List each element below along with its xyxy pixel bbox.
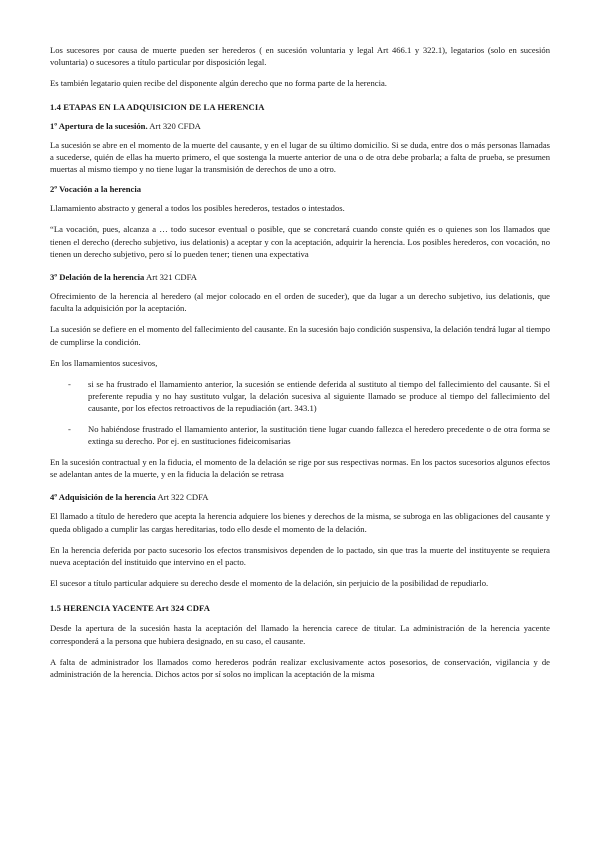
delacion-list [50, 378, 550, 447]
subheading-delacion-ref: Art 321 CDFA [144, 272, 197, 283]
adquisicion-paragraph-3: El sucesor a título particular adquiere su derecho desde el momento de la delación, sin perjuicio de la posibilidad de repudiarlo. [50, 578, 489, 589]
apertura-paragraph: La sucesión se abre en el momento de la muerte del causante, y en el lugar de su último domicilio. Si se duda, entre dos o más personas llamadas a sucederse, quién de ellas ha muerto primero, el que sostenga la muerte anterior de una o de otra debe probarla; a falta de prueba, se presumen muertas al mismo tiempo y no tiene lugar la transmisión de derechos de uno a otro. [50, 139, 550, 175]
subheading-vocacion [50, 184, 550, 194]
subheading-apertura-ref: Art 320 CFDA [147, 120, 201, 131]
delacion-paragraph-3: En los llamamientos sucesivos, [50, 357, 158, 368]
subheading-apertura [50, 121, 550, 131]
list-dash: - [68, 379, 71, 390]
subheading-delacion-label: 3º Delación de la herencia [50, 272, 145, 283]
section-heading-etapas: 1.4 ETAPAS EN LA ADQUISICION DE LA HERENCIA [50, 101, 265, 112]
section-heading-herencia-yacente: 1.5 HERENCIA YACENTE Art 324 CDFA [50, 603, 211, 614]
document-page [50, 44, 550, 689]
list-item-text: No habiéndose frustrado el llamamiento anterior, la sustitución tiene lugar cuando fallezca el heredero precedente o de otra forma se extinga su derecho. Por ej. en sustituciones fideicomisarias [88, 423, 550, 446]
vocacion-paragraph-2: “La vocación, pues, alcanza a … todo sucesor eventual o posible, que se concretará cuando conste quién es o quienes son los llamados que tienen el derecho (derecho subjetivo, ius delationis) a aceptar y con la aceptación, adquirir la herencia. Los posibles herederos, con vocación, no tienen un derecho subjetivo, pero sí lo pueden tener; tienen una expectativa [50, 224, 550, 259]
subheading-adquisicion-ref: Art 322 CDFA [155, 492, 209, 503]
adquisicion-paragraph-1: El llamado a título de heredero que acepta la herencia adquiere los bienes y derechos de la misma, se subroga en las obligaciones del causante y queda obligado a cumplir las cargas hereditarias, todo ello desde el momento de la delación. [50, 511, 550, 534]
list-item [50, 423, 550, 447]
vocacion-paragraph-1: Llamamiento abstracto y general a todos los posibles herederos, testados o intestados. [50, 203, 345, 214]
delacion-paragraph-1: Ofrecimiento de la herencia al heredero (al mejor colocado en el orden de suceder), que da lugar a un derecho subjetivo, ius delationis, que faculta la adquisición por la aceptación. [50, 291, 550, 314]
list-item [50, 378, 550, 415]
intro-paragraph-2: Es también legatario quien recibe del disponente algún derecho que no forma parte de la herencia. [50, 78, 387, 89]
subheading-adquisicion-label: 4º Adquisición de la herencia [50, 492, 156, 503]
intro-paragraph-1: Los sucesores por causa de muerte pueden ser herederos ( en sucesión voluntaria y legal Art 466.1 y 322.1), legatarios (solo en sucesión voluntaria) o sucesores a título particular por disposición legal. [50, 45, 550, 68]
subheading-vocacion-label: 2º Vocación a la herencia [50, 184, 142, 195]
adquisicion-paragraph-2: En la herencia deferida por pacto sucesorio los efectos transmisivos dependen de lo pactado, sin que tras la muerte del instituyente se requiera nueva aceptación del instituido que intervino en el pacto. [50, 544, 550, 568]
yacente-paragraph-2: A falta de administrador los llamados como herederos podrán realizar exclusivamente actos posesorios, de conservación, vigilancia y de administración de la herencia. Dichos actos por sí solos no implican la aceptación de la misma [50, 656, 550, 680]
subheading-adquisicion [50, 492, 550, 502]
yacente-paragraph-1: Desde la apertura de la sucesión hasta la aceptación del llamado la herencia carece de titular. La administración de la herencia yacente corresponderá a la persona que hubiera designado, en su caso, el causante. [50, 623, 550, 646]
subheading-apertura-label: 1º Apertura de la sucesión. [50, 120, 148, 131]
list-item-text: si se ha frustrado el llamamiento anterior, la sucesión se entiende deferida al sustituto al tiempo del fallecimiento del causante. Si el preferente repudia y no hay sustituto vulgar, la delación sucesiva al siguiente llamado se produce al tiempo del fallecimiento del causante, por los efectos retroactivos de la repudiación (art. 343.1) [88, 379, 550, 414]
list-dash: - [68, 423, 71, 434]
delacion-paragraph-2: La sucesión se defiere en el momento del fallecimiento del causante. En la sucesión bajo condición suspensiva, la delación tendrá lugar al tiempo de cumplirse la condición. [50, 324, 550, 347]
subheading-delacion [50, 272, 550, 282]
delacion-paragraph-4: En la sucesión contractual y en la fiducia, el momento de la delación se rige por sus respectivas normas. En los pactos sucesorios algunos efectos se adelantan antes de la muerte, y en la fiducia la delación se retrasa [50, 457, 550, 480]
